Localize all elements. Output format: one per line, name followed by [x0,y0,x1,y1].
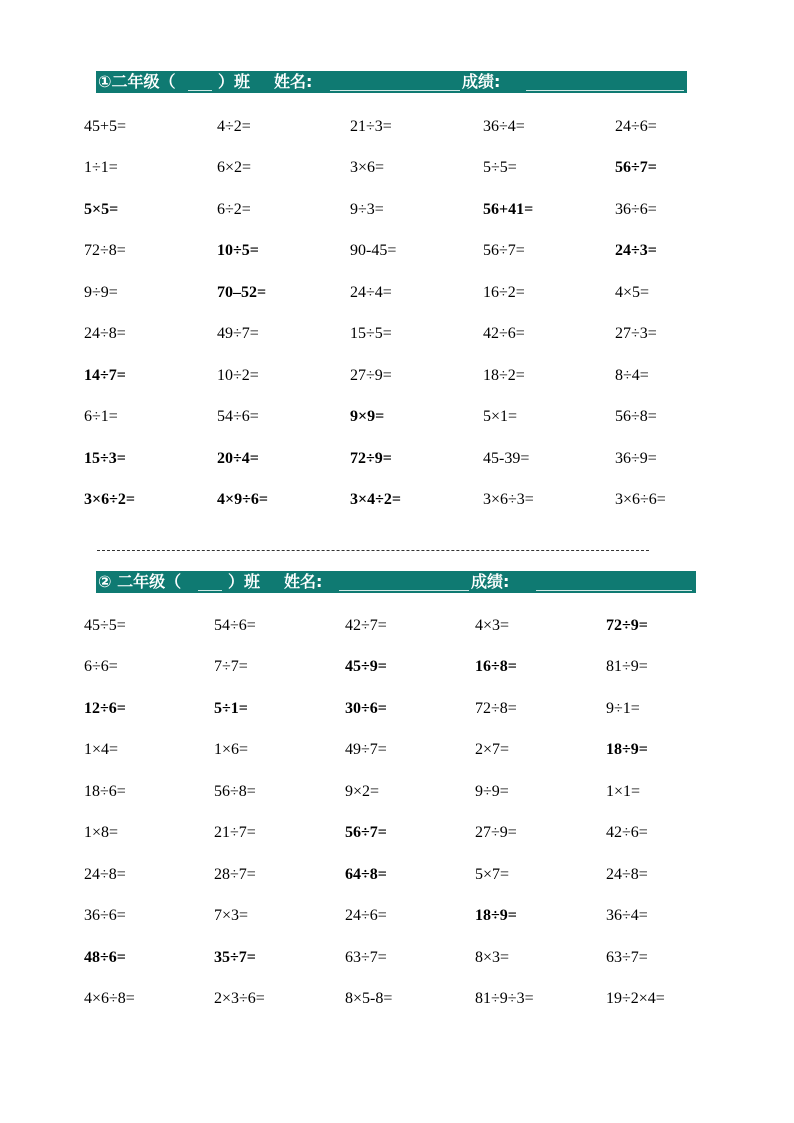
math-problem: 36÷6= [615,201,657,218]
math-problem: 7÷7= [214,658,248,675]
math-problem: 56÷7= [345,824,387,841]
math-problem: 21÷7= [214,824,256,841]
worksheet-1-header [96,71,687,93]
math-problem: 72÷9= [350,450,392,467]
math-problem: 10÷2= [217,367,259,384]
math-problem: 36÷6= [84,907,126,924]
problem-row [0,616,700,658]
problem-row [0,283,700,325]
math-problem: 72÷8= [475,700,517,717]
problem-row [0,865,700,907]
problem-row [0,200,700,242]
worksheet-1-grade-label: ①二年级（ [98,72,176,91]
math-problem: 24÷3= [615,242,657,259]
problem-row [0,158,700,200]
worksheet-1-class-label: ）班 [218,72,251,91]
worksheet-2-score-blank[interactable] [536,574,692,591]
problem-row [0,699,700,741]
problem-row [0,823,700,865]
math-problem: 5×5= [84,201,119,218]
worksheet-1-name-blank[interactable] [330,74,460,91]
math-problem: 81÷9= [606,658,648,675]
math-problem: 63÷7= [345,949,387,966]
math-problem: 27÷9= [350,367,392,384]
math-problem: 1×8= [84,824,119,841]
math-problem: 72÷9= [606,617,648,634]
math-problem: 70–52= [217,284,267,301]
problem-row [0,906,700,948]
problem-row [0,366,700,408]
math-problem: 9×9= [350,408,385,425]
math-problem: 4×9÷6= [217,491,269,508]
problem-row [0,989,700,1031]
math-problem: 56÷8= [214,783,256,800]
math-problem: 48÷6= [84,949,126,966]
math-problem: 5÷1= [214,700,248,717]
math-problem: 3×6÷6= [615,491,666,508]
math-problem: 8×3= [475,949,510,966]
math-problem: 63÷7= [606,949,648,966]
math-problem: 28÷7= [214,866,256,883]
math-problem: 19÷2×4= [606,990,665,1007]
math-problem: 9×2= [345,783,380,800]
math-problem: 6÷6= [84,658,118,675]
math-problem: 54÷6= [217,408,259,425]
math-problem: 64÷8= [345,866,387,883]
math-problem: 1×4= [84,741,119,758]
math-problem: 8×5-8= [345,990,393,1007]
math-problem: 3×6÷2= [84,491,136,508]
math-problem: 36÷4= [483,118,525,135]
math-problem: 16÷2= [483,284,525,301]
problem-row [0,490,700,532]
worksheet-2-class-blank[interactable] [198,574,222,591]
math-problem: 27÷9= [475,824,517,841]
math-problem: 4×5= [615,284,650,301]
math-problem: 4×3= [475,617,510,634]
math-problem: 8÷4= [615,367,649,384]
math-problem: 24÷8= [84,325,126,342]
math-problem: 54÷6= [214,617,256,634]
math-problem: 45÷9= [345,658,387,675]
math-problem: 3×6= [350,159,385,176]
math-problem: 7×3= [214,907,249,924]
math-problem: 6÷2= [217,201,251,218]
problem-row [0,241,700,283]
math-problem: 2×7= [475,741,510,758]
math-problem: 56÷8= [615,408,657,425]
math-problem: 6÷1= [84,408,118,425]
math-problem: 49÷7= [345,741,387,758]
problem-row [0,324,700,366]
worksheet-1-score-blank[interactable] [526,74,684,91]
math-problem: 18÷9= [475,907,517,924]
math-problem: 6×2= [217,159,252,176]
worksheet-2-class-label: ）班 [228,572,261,591]
math-problem: 1×6= [214,741,249,758]
math-problem: 90-45= [350,242,397,259]
math-problem: 36÷4= [606,907,648,924]
math-problem: 9÷3= [350,201,384,218]
math-problem: 42÷7= [345,617,387,634]
math-problem: 9÷9= [475,783,509,800]
math-problem: 10÷5= [217,242,259,259]
math-problem: 15÷3= [84,450,126,467]
worksheet-1-name-label: 姓名: [274,72,313,91]
math-problem: 18÷9= [606,741,648,758]
math-problem: 20÷4= [217,450,259,467]
math-problem: 2×3÷6= [214,990,265,1007]
math-problem: 45+5= [84,118,127,135]
problem-row [0,657,700,699]
math-problem: 27÷3= [615,325,657,342]
problem-row [0,117,700,159]
math-problem: 45-39= [483,450,530,467]
problem-row [0,782,700,824]
worksheet-1-class-blank[interactable] [188,74,212,91]
math-problem: 35÷7= [214,949,256,966]
problem-row [0,740,700,782]
math-problem: 14÷7= [84,367,126,384]
math-problem: 24÷6= [345,907,387,924]
math-problem: 1×1= [606,783,641,800]
worksheet-1-score-label: 成绩: [462,72,501,91]
math-problem: 36÷9= [615,450,657,467]
math-problem: 4×6÷8= [84,990,135,1007]
math-problem: 56+41= [483,201,534,218]
math-problem: 15÷5= [350,325,392,342]
math-problem: 3×4÷2= [350,491,402,508]
math-problem: 21÷3= [350,118,392,135]
math-problem: 56÷7= [615,159,657,176]
math-problem: 9÷9= [84,284,118,301]
math-problem: 18÷6= [84,783,126,800]
math-problem: 4÷2= [217,118,251,135]
math-problem: 24÷8= [84,866,126,883]
math-problem: 5×1= [483,408,518,425]
math-problem: 49÷7= [217,325,259,342]
math-problem: 5÷5= [483,159,517,176]
math-problem: 24÷4= [350,284,392,301]
math-problem: 5×7= [475,866,510,883]
math-problem: 81÷9÷3= [475,990,534,1007]
math-problem: 1÷1= [84,159,118,176]
problem-row [0,449,700,491]
worksheet-2-header [96,571,696,593]
worksheet-2-name-label: 姓名: [284,572,323,591]
math-problem: 9÷1= [606,700,640,717]
problem-row [0,948,700,990]
math-problem: 30÷6= [345,700,387,717]
math-problem: 45÷5= [84,617,126,634]
cut-line-divider [97,550,649,551]
worksheet-2-name-blank[interactable] [339,574,469,591]
math-problem: 24÷8= [606,866,648,883]
math-problem: 72÷8= [84,242,126,259]
worksheet-2-grade-label: ② 二年级（ [98,572,182,591]
math-problem: 3×6÷3= [483,491,534,508]
math-problem: 16÷8= [475,658,517,675]
math-problem: 12÷6= [84,700,126,717]
math-problem: 18÷2= [483,367,525,384]
math-problem: 24÷6= [615,118,657,135]
math-problem: 42÷6= [483,325,525,342]
math-problem: 56÷7= [483,242,525,259]
math-problem: 42÷6= [606,824,648,841]
problem-row [0,407,700,449]
worksheet-2-score-label: 成绩: [471,572,510,591]
